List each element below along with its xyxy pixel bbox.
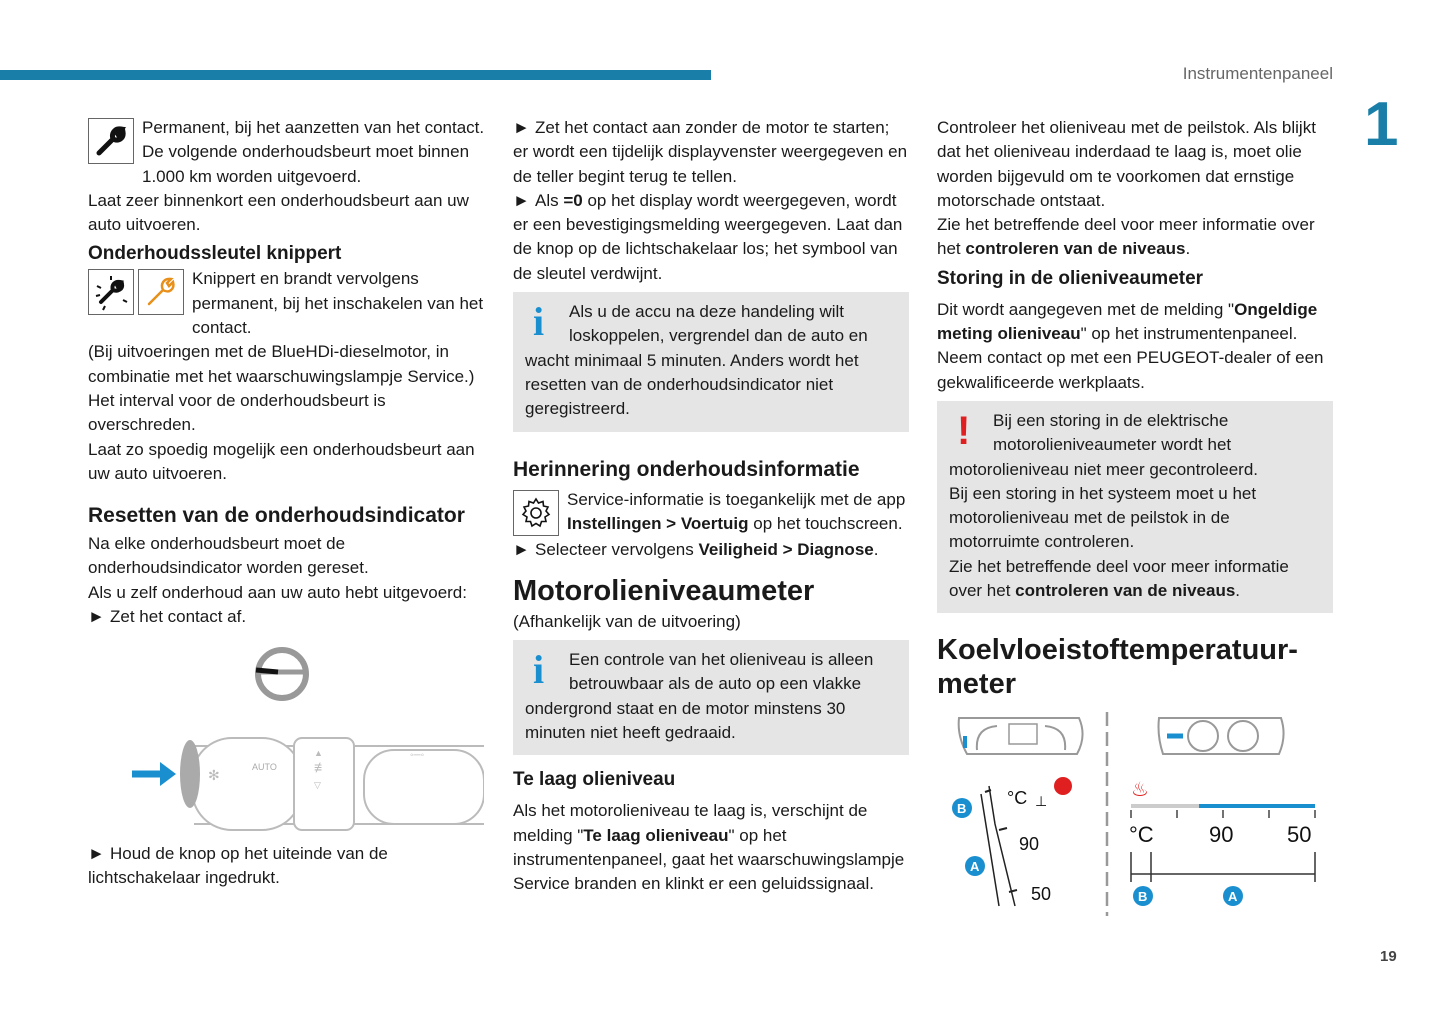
reset-step-1: ► Zet het contact af. <box>88 607 247 627</box>
svg-text:⊥: ⊥ <box>1035 793 1048 809</box>
svg-text:°C: °C <box>1129 822 1154 847</box>
column-2 <box>513 116 909 897</box>
wrench-blinking-icon <box>88 269 134 315</box>
svg-text:A: A <box>970 859 980 874</box>
svg-text:◦─◦: ◦─◦ <box>410 750 425 761</box>
check-levels-text: Zie het betreffende deel voor meer informatie over het controleren van de niveaus. <box>937 215 1315 259</box>
section-title: Instrumentenpaneel <box>1182 64 1333 83</box>
svg-text:90: 90 <box>1019 834 1040 854</box>
svg-text:50: 50 <box>1031 884 1052 904</box>
svg-text:50: 50 <box>1287 822 1312 847</box>
variant-text: (Afhankelijk van de uitvoering) <box>513 611 741 631</box>
reset-intro-text: Na elke onderhoudsbeurt moet de onderhoudsindicator worden gereset. <box>88 534 369 578</box>
low-oil-heading: Te laag olieniveau <box>513 769 676 791</box>
svg-text:90: 90 <box>1209 822 1234 847</box>
blink-text: Knippert en brandt vervolgens permanent, bij het inschakelen van het contact. <box>192 269 484 338</box>
svg-text:✻: ✻ <box>208 767 220 783</box>
chapter-number: 1 <box>1364 90 1399 159</box>
steering-wheel-icon <box>256 650 306 698</box>
dealer-text: Neem contact op met een PEUGEOT-dealer of een gekwalificeerde werkplaats. <box>937 348 1324 392</box>
coolant-heading: Koelvloeistoftemperatuur-meter <box>937 634 1298 701</box>
gear-icon <box>513 490 559 536</box>
column-3 <box>937 116 1333 701</box>
reset-step-3: ► Zet het contact aan zonder de motor te starten; er wordt een tijdelijk displayvenster weergegeven en de teller begint terug te tellen. <box>513 118 908 186</box>
service-advice-text: Laat zeer binnenkort een onderhoudsbeurt aan uw auto uitvoeren. <box>88 190 469 235</box>
select-diagnose-step: ► Selecteer vervolgens Veiligheid > Diagnose. <box>513 539 879 559</box>
coolant-gauge-figure <box>937 706 1333 920</box>
oil-gauge-heading: Motorolieniveaumeter <box>513 574 815 607</box>
oil-check-note: i Een controle van het olieniveau is alleen betrouwbaar als de auto op een vlakke ondergrond staat en de motor minstens 30 minuten niet heeft gedraaid. <box>513 640 909 755</box>
low-oil-text: Als het motorolieniveau te laag is, verschijnt de melding "Te laag olieniveau" op het instrumentenpaneel, gaat het waarschuwingslampje Service branden en klinkt er een geluidssignaal. <box>513 801 905 894</box>
warning-lamp <box>1054 777 1072 795</box>
column-1 <box>88 116 486 629</box>
fault-heading: Storing in de olieniveaumeter <box>937 267 1204 289</box>
svg-text:B: B <box>1138 889 1148 904</box>
blink-heading: Onderhoudssleutel knippert <box>88 243 342 265</box>
wrench-orange-icon <box>138 269 184 315</box>
page-number: 19 <box>1380 948 1397 965</box>
service-permanent-text: Permanent, bij het aanzetten van het contact. De volgende onderhoudsbeurt moet binnen 1.000 km worden uitgevoerd. <box>142 118 485 186</box>
battery-note: i Als u de accu na deze handeling wilt loskoppelen, vergrendel dan de auto en wacht minimaal 5 minuten. Anders wordt het resetten van de onderhoudsindicator niet geregistreerd. <box>513 292 909 431</box>
svg-text:B: B <box>957 801 967 816</box>
svg-text:AUTO: AUTO <box>252 762 277 772</box>
fault-warning-note: ! Bij een storing in de elektrische motorolieniveaumeter wordt het motorolieniveau niet meer gecontroleerd. Bij een storing in het systeem moet u het motorolieniveau met de peilstok in de motorruimte controleren. Zie het betreffende deel voor meer informatie over het controleren van de niveaus. <box>937 401 1333 613</box>
reset-step-2: ► Houd de knop op het uiteinde van de lichtschakelaar ingedrukt. <box>88 844 388 888</box>
reset-heading: Resetten van de onderhoudsindicator <box>88 504 465 528</box>
svg-text:▽: ▽ <box>314 780 321 790</box>
svg-text:▲: ▲ <box>314 748 323 758</box>
reset-diy-text: Als u zelf onderhoud aan uw auto hebt uitgevoerd: <box>88 582 467 602</box>
svg-text:≢: ≢ <box>314 759 328 775</box>
reset-step-4: ► Als =0 op het display wordt weergegeven, wordt er een bevestigingsmelding weergegeven. Laat dan de knop op de lichtschakelaar los; het symbool van de sleutel verdwijnt. <box>513 190 903 283</box>
header-bar <box>0 70 711 80</box>
light-stalk-figure <box>128 646 484 832</box>
thermometer-icon: ♨ <box>1131 779 1149 801</box>
cluster-right-icon <box>1159 718 1284 754</box>
service-soon-text: Laat zo spoedig mogelijk een onderhoudsbeurt aan uw auto uitvoeren. <box>88 439 475 483</box>
svg-text:A: A <box>1228 889 1238 904</box>
wrench-icon <box>88 118 134 164</box>
service-info-heading: Herinnering onderhoudsinformatie <box>513 457 860 481</box>
cluster-left-icon <box>959 718 1083 754</box>
service-info-text: Service-informatie is toegankelijk met de app Instellingen > Voertuig op het touchscreen. <box>567 489 906 533</box>
arrow-icon <box>160 762 176 786</box>
column-1-bottom <box>88 842 486 891</box>
info-icon: i <box>533 299 545 345</box>
dipstick-text: Controleer het olieniveau met de peilstok. Als blijkt dat het olieniveau inderdaad te laag is, moet olie worden bijgevuld om te voorkomen dat ernstige motorschade ontstaat. <box>937 118 1316 210</box>
bluehdi-text: (Bij uitvoeringen met de BlueHDi-dieselmotor, in combinatie met het waarschuwingslampje Service.) <box>88 342 475 386</box>
warning-icon: ! <box>957 408 971 453</box>
info-icon: i <box>533 647 545 693</box>
svg-text:°C: °C <box>1007 788 1028 808</box>
fault-message-text: Dit wordt aangegeven met de melding "Ongeldige meting olieniveau" op het instrumentenpaneel. <box>937 299 1318 344</box>
interval-text: Het interval voor de onderhoudsbeurt is overschreden. <box>88 390 386 435</box>
